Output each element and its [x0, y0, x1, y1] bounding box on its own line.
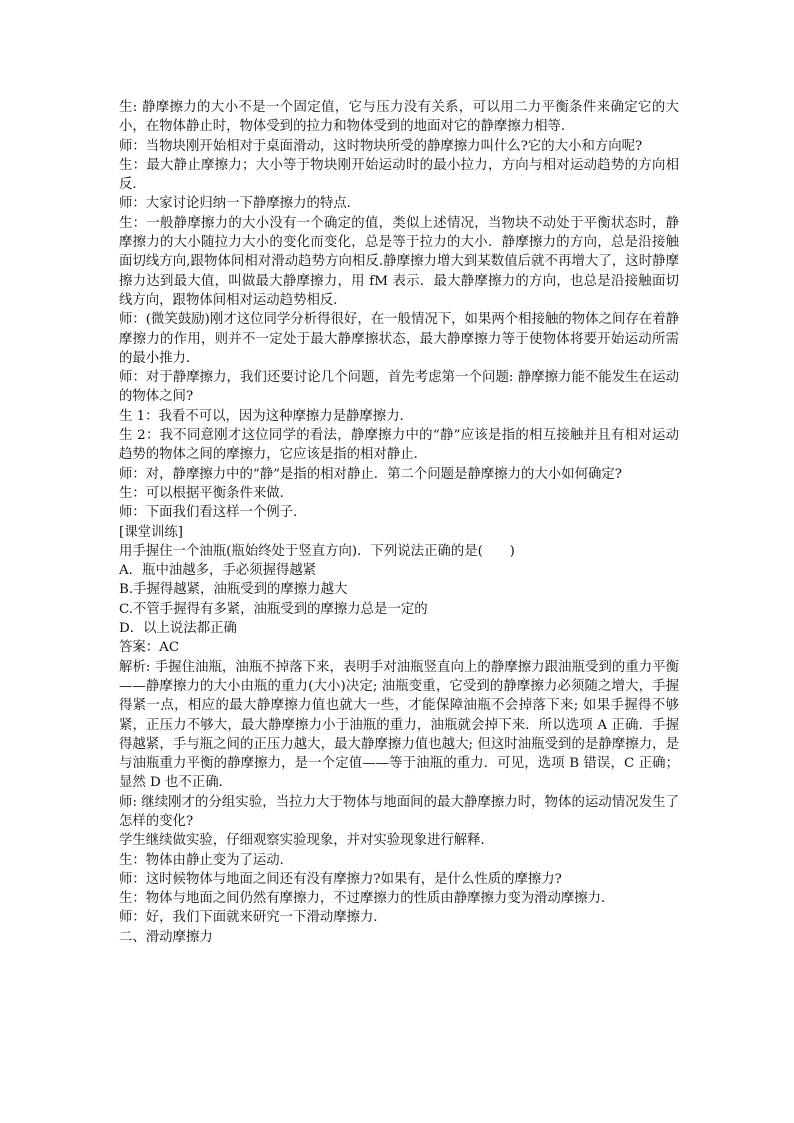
paragraph: 师：对于静摩擦力，我们还要讨论几个问题，首先考虑第一个问题: 静摩擦力能不能发生在运动的物体之间?	[119, 370, 679, 405]
paragraph: 师: 继续刚才的分组实验，当拉力大于物体与地面间的最大静摩擦力时，物体的运动情况发生了怎样的变化?	[119, 794, 679, 829]
paragraph: 师：这时候物体与地面之间还有没有摩擦力?如果有，是什么性质的摩擦力?	[119, 871, 562, 887]
document-body	[119, 98, 679, 947]
paragraph: 师：大家讨论归纳一下静摩擦力的特点．	[119, 196, 361, 212]
paragraph: 师：(微笑鼓励)刚才这位同学分析得很好，在一般情况下，如果两个相接触的物体之间存在着静摩擦力的作用，则并不一定处于最大静摩擦状态，最大静摩擦力等于使物体将要开始运动所需的最小推力．	[119, 312, 679, 366]
paragraph: 生：物体由静止变为了运动．	[119, 852, 294, 868]
section-label: [课堂训练]	[119, 524, 184, 540]
paragraph: 生：最大静止摩擦力；大小等于物块刚开始运动时的最小拉力，方向与相对运动趋势的方向相反．	[119, 157, 679, 193]
paragraph: 生: 静摩擦力的大小不是一个固定值，它与压力没有关系，可以用二力平衡条件来确定它的大小，在物体静止时，物体受到的拉力和物体受到的地面对它的静摩擦力相等．	[119, 100, 679, 135]
paragraph: 生：可以根据平衡条件来做．	[119, 485, 294, 501]
option-a: A．瓶中油越多，手必须握得越紧	[119, 563, 317, 579]
paragraph: 生 2：我不同意刚才这位同学的看法，静摩擦力中的“静”应该是指的相互接触并且有相对运动趋势的物体之间的摩擦力，它应该是指的相对静止．	[119, 428, 679, 463]
paragraph: 学生继续做实验，仔细观察实验现象，并对实验现象进行解释．	[119, 833, 494, 849]
paragraph: 师：当物块刚开始相对于桌面滑动，这时物块所受的静摩擦力叫什么?它的大小和方向呢?	[119, 138, 643, 154]
answer: 答案：AC	[119, 640, 180, 656]
paragraph: 师：下面我们看这样一个例子．	[119, 505, 307, 521]
option-b: B.手握得越紧，油瓶受到的摩擦力越大	[119, 582, 348, 598]
analysis: 解析: 手握住油瓶，油瓶不掉落下来，表明手对油瓶竖直向上的静摩擦力跟油瓶受到的重力平衡——静摩擦力的大小由瓶的重力(大小)决定; 油瓶变重，它受到的静摩擦力必须随之增大，手握得紧一点，相应的最大静摩擦力值也就大一些，才能保障油瓶不会掉落下来; 如果手握得不够紧，正压力不够大，最大静摩擦力小于油瓶的重力，油瓶就会掉下来．所以选项 A 正确．手握得越紧，手与瓶之间的正压力越大，最大静摩擦力值也越大; 但这时油瓶受到的是静摩擦力，是与油瓶重力平衡的静摩擦力，是一个定值——等于油瓶的重力．可见，选项 B 错误，C 正确；显然 D 也不正确．	[119, 659, 679, 791]
paragraph: 生：一般静摩擦力的大小没有一个确定的值，类似上述情况，当物块不动处于平衡状态时，静摩擦力的大小随拉力大小的变化而变化，总是等于拉力的大小．静摩擦力的方向，总是沿接触面切线方向,跟物体间相对滑动趋势方向相反.静摩擦力增大到某数值后就不再增大了，这时静摩擦力达到最大值，叫做最大静摩擦力，用 fM 表示．最大静摩擦力的方向，也总是沿接触面切线方向，跟物体间相对运动趋势相反．	[119, 215, 679, 308]
option-d: D．以上说法都正确	[119, 621, 237, 637]
option-c: C.不管手握得有多紧，油瓶受到的摩擦力总是一定的	[119, 601, 428, 617]
section-heading: 二、滑动摩擦力	[119, 929, 213, 945]
paragraph: 师：好，我们下面就来研究一下滑动摩擦力．	[119, 910, 387, 926]
paragraph: 生：物体与地面之间仍然有摩擦力，不过摩擦力的性质由静摩擦力变为滑动摩擦力．	[119, 891, 615, 907]
question-stem: 用手握住一个油瓶(瓶始终处于竖直方向)．下列说法正确的是( )	[119, 543, 515, 559]
paragraph: 师：对，静摩擦力中的“静”是指的相对静止．第二个问题是静摩擦力的大小如何确定?	[119, 466, 622, 482]
paragraph: 生 1：我看不可以，因为这种摩擦力是静摩擦力．	[119, 408, 413, 424]
